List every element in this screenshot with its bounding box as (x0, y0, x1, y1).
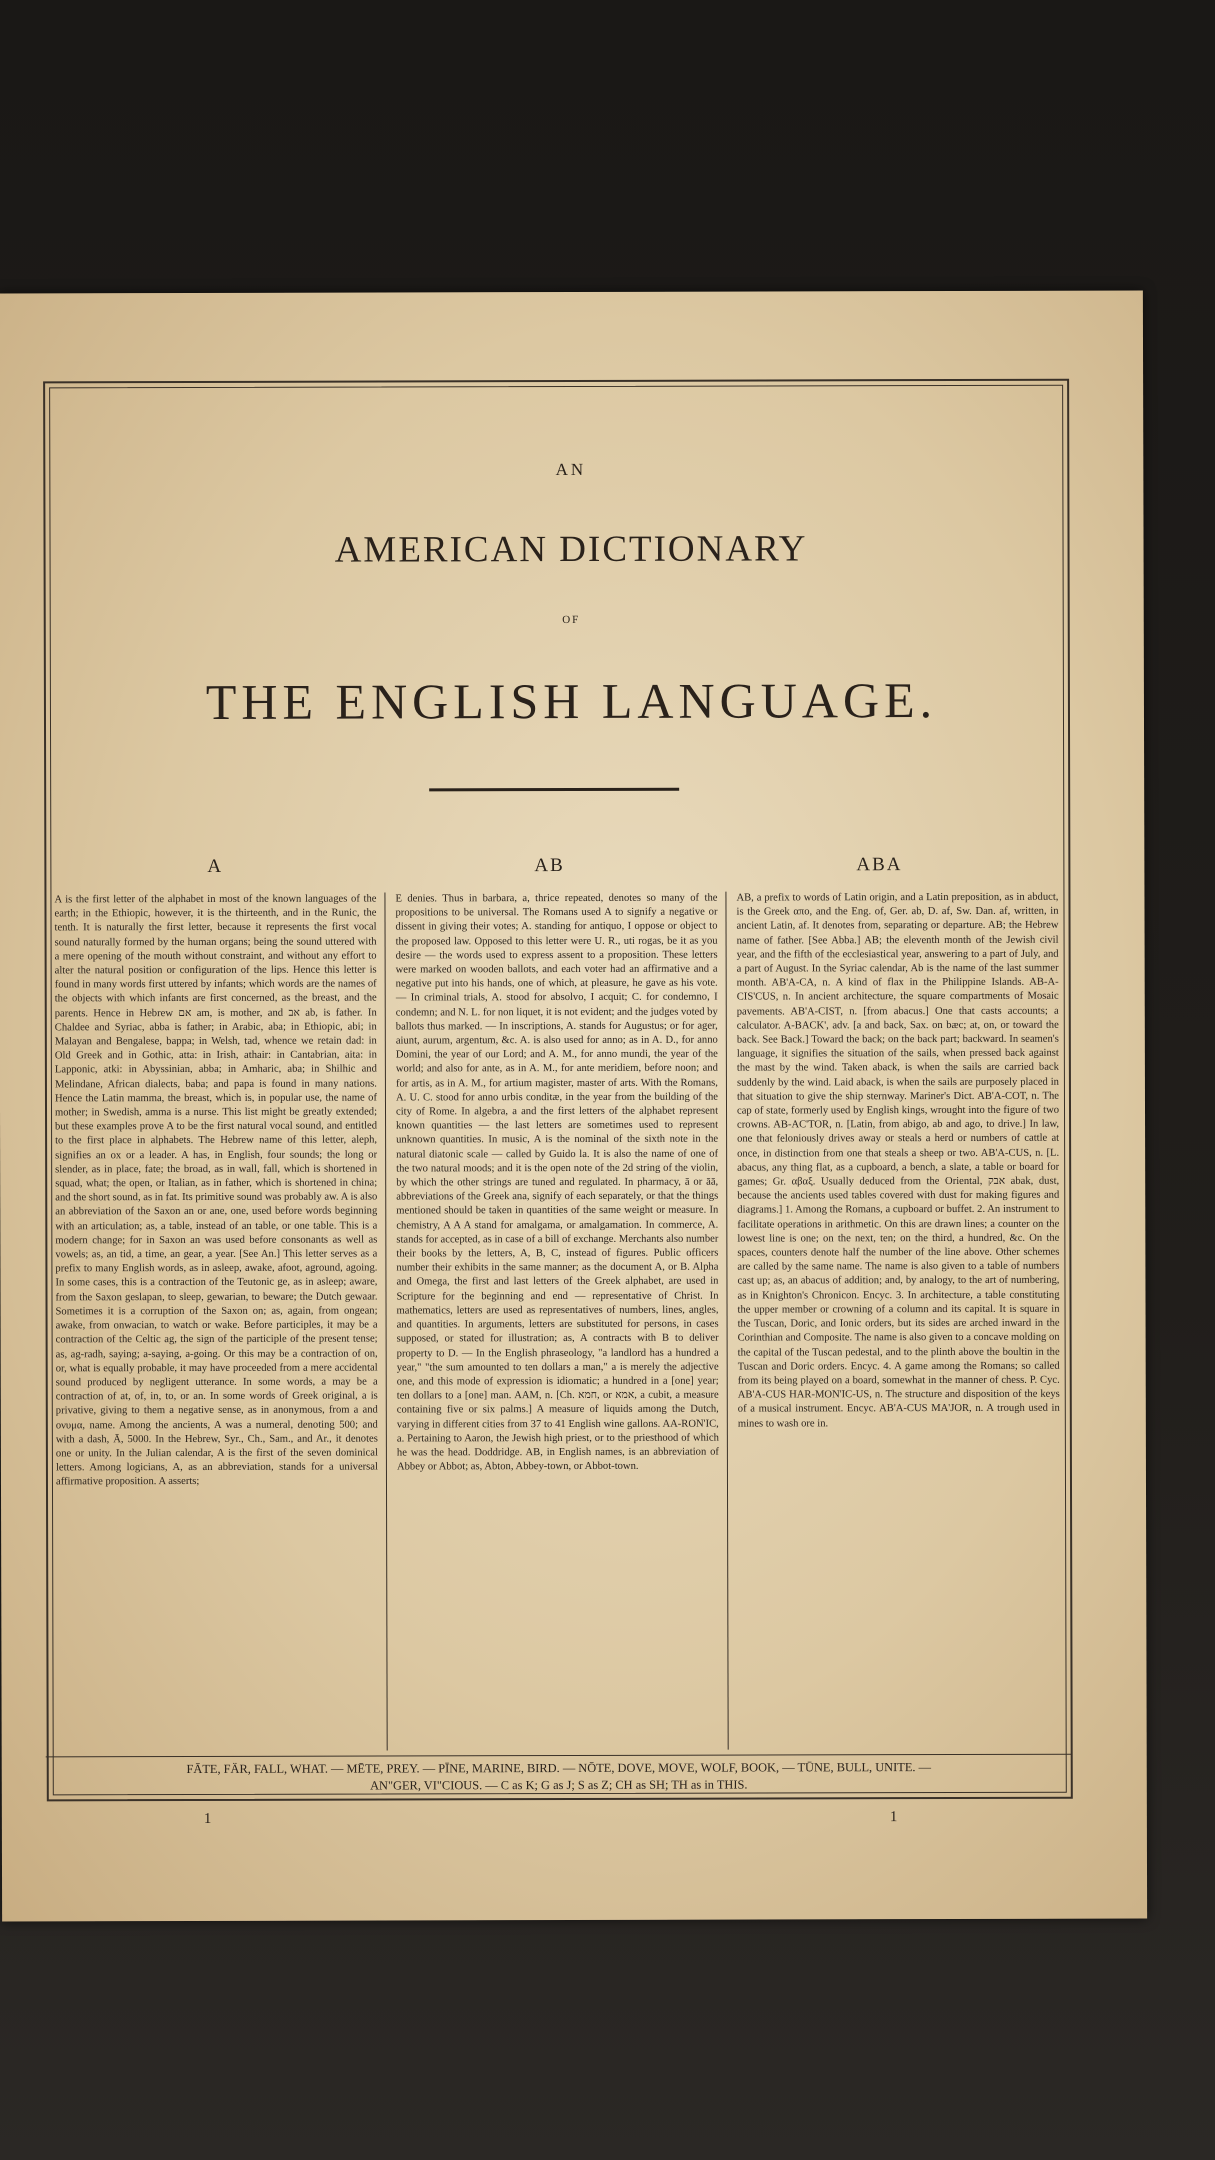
pronunciation-key (46, 1754, 1072, 1796)
column-right (736, 891, 1060, 1752)
title-of: OF (562, 613, 581, 627)
column-head-middle: AB (534, 855, 565, 877)
column-divider (725, 892, 728, 1750)
column-head-right: ABA (856, 854, 903, 876)
pronunciation-key-line1: FĀTE, FÄR, FALL, WHAT. — MĒTE, PREY. — PĪNE, MARINE, BIRD. — NŌTE, DOVE, MOVE, WOLF, BOOK, — TŪNE, BULL, UNITE. — (186, 1760, 932, 1777)
column-left (54, 893, 378, 1754)
column-middle-text: E denies. Thus in barbara, a, thrice repeated, denotes so many of the propositions to be universal. The Romans used A to signify a negative or dissent in giving their votes; A. standing for antiquo, I oppose or object to the proposed law. Opposed to this letter were U. R., uti rogas, be it as you desire — the words used to express assent to a proposition. These letters were marked on wooden ballots, and each voter had an affirmative and a negative put into his hands, one of which, at pleasure, he gave as his vote. — In criminal trials, A. stood for absolvo, I acquit; C. for condemno, I condemn; and N. L. for non liquet, it is not evident; and the judges voted by ballots thus marked. — In inscriptions, A. stands for Augustus; or for ager, aiunt, aurum, argentum, &c. A. is also used for anno; as in A. D., for anno Domini, the year of our Lord; and A. M., for anno mundi, the year of the world; and also for ante, as in A. M., for ante meridiem, before noon; and for artis, as in A. M., for artium magister, master of arts. With the Romans, A. U. C. stood for anno urbis conditæ, in the year from the building of the city of Rome. In algebra, a and the first letters of the alphabet represent known quantities — the last letters are sometimes used to represent unknown quantities. In music, A is the nominal of the sixth note in the natural diatonic scale — called by Guido la. It is also the name of one of the two natural moods; and it is the open note of the 2d string of the violin, by which the other strings are tuned and regulated. In pharmacy, ā or āā, abbreviations of the Greek ana, signify of each separately, or that the things mentioned should be taken in quantities of the same weight or measure. In chemistry, A A A stand for amalgama, or amalgamation. In commerce, A. stands for accepted, as in case of a bill of exchange. Merchants also number their books by the letters, A, B, C, instead of figures. Public officers number their exhibits in the same manner; as the document A, or B. Alpha and Omega, the first and last letters of the Greek alphabet, are used in Scripture for the beginning and end — representative of Christ. In mathematics, letters are used as representatives of numbers, lines, angles, and quantities. In arguments, letters are substituted for persons, in cases supposed, or stated for illustration; as, A contracts with B to deliver property to D. — In the English phraseology, "a landlord has a hundred a year," "the sum amounted to ten dollars a man," a is merely the adjective one, and this mode of expression is idiomatic; a hundred in a [one] year; ten dollars to a [one] man. AAM, n. [Ch. חמא, or אמא, a cubit, a measure containing five or six palms.] A measure of liquids among the Dutch, varying in different cities from 37 to 41 English wine gallons. AA-RON'IC, a. Pertaining to Aaron, the Jewish high priest, or to the priesthood of which he was the head. Doddridge. AB, in English names, is an abbreviation of Abbey or Abbot; as, Abton, Abbey-town, or Abbot-town. (395, 892, 719, 1473)
column-right-text: AB, a prefix to words of Latin origin, and a Latin preposition, as in abduct, is the Greek απο, and the Eng. of, Ger. ab, D. af, Sw. Dan. af, written, in ancient Latin, af. It denotes from, separating or departure. AB; the Hebrew name of father. [See Abba.] AB; the eleventh month of the Jewish civil year, and the fifth of the ecclesiastical year, answering to a part of July, and a part of August. In the Syriac calendar, Ab is the name of the last summer month. AB'A-CA, n. A kind of flax in the Philippine Islands. AB-A-CIS'CUS, n. In ancient architecture, the square compartments of Mosaic pavements. AB'A-CIST, n. [from abacus.] One that casts accounts; a calculator. A-BACK', adv. [a and back, Sax. on bæc; at, on, or toward the back. See Back.] Toward the back; on the back part; backward. In seamen's language, it signifies the situation of the sails, when pressed back against the mast by the wind. Taken aback, is when the sails are carried back suddenly by the wind. Laid aback, is when the sails are purposely placed in that situation to give the ship sternway. Mariner's Dict. AB'A-COT, n. The cap of state, formerly used by English kings, wrought into the figure of two crowns. AB-AC'TOR, n. [Latin, from abigo, ab and ago, to drive.] In law, one that feloniously drives away or steals a herd or numbers of cattle at once, in distinction from one that steals a sheep or two. AB'A-CUS, n. [L. abacus, any thing flat, as a cupboard, a bench, a slate, a table or board for games; Gr. αβαξ. Usually deduced from the Oriental, אבק abak, dust, because the ancients used tables covered with dust for making figures and diagrams.] 1. Among the Romans, a cupboard or buffet. 2. An instrument to facilitate operations in arithmetic. On this are drawn lines; a counter on the lowest line is one; on the next, ten; on the third, a hundred, &c. On the spaces, counters denote half the number of the line above. Other schemes are called by the same name. The name is also given to a table of numbers cast up; as, an abacus of addition; and, by analogy, to the art of numbering, as in Knighton's Chronicon. Encyc. 3. In architecture, a table constituting the upper member or crowning of a column and its capital. It is square in the Tuscan, Doric, and Ionic orders, but its sides are arched inward in the Corinthian and Composite. The name is also given to a concave molding on the capital of the Tuscan pedestal, and to the plinth above the boultin in the Tuscan and Doric orders. Encyc. 4. A game among the Romans; so called from its being played on a board, somewhat in the manner of chess. P. Cyc. AB'A-CUS HAR-MON'IC-US, n. The structure and disposition of the keys of a musical instrument. Encyc. AB'A-CUS MA'JOR, n. A trough used in mines to wash ore in. (736, 891, 1060, 1430)
title-an: AN (555, 459, 587, 480)
column-divider (384, 892, 387, 1750)
column-heads (0, 854, 1144, 883)
pronunciation-key-line2: AN"GER, VI"CIOUS. — C as K; G as J; S as Z; CH as SH; TH as in THIS. (370, 1777, 748, 1793)
dictionary-page (0, 291, 1147, 1922)
title-main: AMERICAN DICTIONARY (334, 528, 808, 571)
column-left-text: A is the first letter of the alphabet in most of the known languages of the earth; in the Ethiopic, however, it is the thirteenth, and in the Runic, the tenth. It is naturally the first letter, because it represents the first vocal sound naturally formed by the human organs; being the sound uttered with a mere opening of the mouth without constraint, and without any effort to alter the natural position or configuration of the lips. Hence this letter is found in many words first uttered by infants; which words are the names of the objects with which infants are first concerned, as the breast, and the parents. Hence in Hebrew אם am, is mother, and אב ab, is father. In Chaldee and Syriac, abba is father; in Arabic, aba; in Ethiopic, abi; in Malayan and Bengalese, bappa; in Welsh, tad, whence we retain dad: in Old Greek and in Gothic, atta: in Irish, athair: in Cantabrian, aita: in Lapponic, atki: in Abyssinian, abba; in Amharic, aba; in Shilhic and Melindane, African dialects, baba; and papa is found in many nations. Hence the Latin mamma, the breast, which is, in popular use, the name of mother; in Swedish, amma is a nurse. This list might be greatly extended; but these examples prove A to be the first natural vocal sound, and entitled to the first place in alphabets. The Hebrew name of this letter, aleph, signifies an ox or a leader. A has, in English, four sounds; the long or slender, as in place, fate; the broad, as in wall, fall, which is shortened in squad, what; the open, or Italian, as in father, which is shortened in china; and the short sound, as in fat. Its primitive sound was probably aw. A is also an abbreviation of the Saxon an or ane, one, used before words beginning with an articulation; as, a table, instead of an table, or one table. This is a modern change; for in Saxon an was used before consonants as well as vowels; as, an tid, a time, an gear, a year. [See An.] This letter serves as a prefix to many English words, as in asleep, awake, afoot, aground, agoing. In some cases, this is a contraction of the Teutonic ge, as in asleep; aware, from the Saxon geslapan, to sleep, gewarian, to beware; the Dutch gewaar. Sometimes it is a corruption of the Saxon on; as, again, from ongean; awake, from onwacian, to watch or wake. Before participles, it may be a contraction of the Celtic ag, the sign of the participle of the present tense; as, ag-radh, saying; a-saying, a-going. Or this may be a contraction of on, or, what is equally probable, it may have proceeded from a mere accidental sound produced by negligent utterance. In some words, a may be a contraction of at, of, in, to, or an. In some words of Greek original, a is privative, giving to them a negative sense, as in anonymous, from a and ονυμα, name. Among the ancients, A was a numeral, denoting 500; and with a dash, Ā, 5000. In the Hebrew, Syr., Ch., Sam., and Ar., it denotes one or unity. In the Julian calendar, A is the first of the seven dominical letters. Among logicians, A, as an abbreviation, stands for a universal affirmative proposition. A asserts; (54, 893, 378, 1488)
page-number-right: 1 (889, 1809, 898, 1826)
page-number-left: 1 (203, 1810, 212, 1827)
title-rule (429, 788, 679, 792)
title-language: THE ENGLISH LANGUAGE. (205, 672, 938, 730)
column-head-left: A (207, 855, 224, 877)
column-middle (395, 892, 719, 1753)
text-columns (54, 891, 1066, 1754)
